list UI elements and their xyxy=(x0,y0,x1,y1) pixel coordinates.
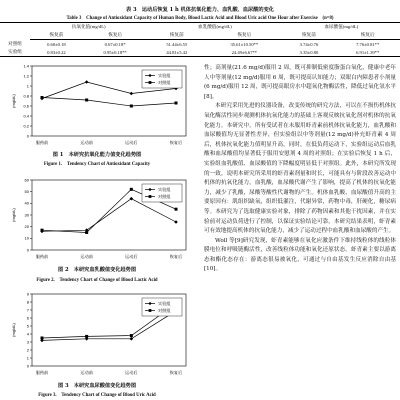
table-row xyxy=(0,48,400,57)
sub-header: 恢复后 xyxy=(206,31,282,40)
y-tick-label: 7 xyxy=(26,307,29,313)
sub-header: 恢复前 xyxy=(30,31,83,40)
y-tick-label: 8 xyxy=(26,299,29,305)
data-point xyxy=(85,99,88,102)
chart-antioxidant xyxy=(2,62,192,150)
table3 xyxy=(0,22,400,57)
x-tick-label: 运动后 xyxy=(125,254,138,259)
data-point xyxy=(41,229,44,232)
data-point xyxy=(130,334,133,337)
x-tick-label: 运动后 xyxy=(125,140,138,145)
x-tick-label: 恢复后 xyxy=(169,254,183,259)
data-point xyxy=(175,102,178,105)
y-tick-label: 3 xyxy=(26,339,29,345)
chart-uric-svg xyxy=(2,290,192,380)
data-point xyxy=(175,208,178,211)
y-axis-label: (mg/dL) xyxy=(11,94,16,108)
legend-label: 实验组 xyxy=(158,73,171,78)
y-axis-label: (mg/dL) xyxy=(11,208,16,222)
series-line-exp xyxy=(42,199,176,232)
y-tick-label: 0.4 xyxy=(23,113,29,119)
y-tick-label: 50 xyxy=(24,189,29,195)
legend-label: 对照组 xyxy=(158,80,171,85)
table-cell: 0.83±0.22 xyxy=(30,48,83,57)
figure3-caption-en: Figure 3. Tendency Chart of Change of Blood Uric Acid xyxy=(38,393,156,398)
x-tick-label: 运动前 xyxy=(80,254,93,259)
figure1-caption-cn: 图 1 本研究抗氧化能力值变化趋势图 xyxy=(52,152,142,158)
table-cell: 6.91±1.39** xyxy=(335,48,400,57)
table-cell: 51.44±6.55 xyxy=(166,41,188,47)
x-tick-label: 运动后 xyxy=(125,370,138,375)
legend-label: 实验组 xyxy=(158,301,171,306)
table-cell: 7.76±0.81** xyxy=(356,41,380,47)
x-tick-label: 服药前 xyxy=(35,254,49,259)
chart-lactic-svg xyxy=(2,176,192,264)
y-tick-label: 30 xyxy=(24,212,29,218)
x-tick-label: 服药前 xyxy=(35,370,49,375)
table-cell: 3.74±0.76 xyxy=(299,41,319,47)
y-tick-label: 0.2 xyxy=(23,123,29,129)
y-tick-label: 0.8 xyxy=(23,93,29,99)
data-point xyxy=(130,92,134,96)
x-tick-label: 恢复后 xyxy=(169,140,183,145)
y-tick-label: 6 xyxy=(26,315,29,321)
x-tick-label: 运动前 xyxy=(80,140,93,145)
data-point xyxy=(174,220,178,224)
y-tick-label: 0.6 xyxy=(23,103,29,109)
sub-header: 恢复前 xyxy=(283,31,336,40)
data-point xyxy=(41,337,44,340)
table-cell: 0.67±0.18* xyxy=(104,41,126,47)
data-point xyxy=(85,80,89,84)
data-point xyxy=(130,105,133,108)
series-line-ctrl xyxy=(42,98,176,107)
y-tick-label: 0 xyxy=(26,133,29,139)
table-cell: 0.60±0.18 xyxy=(47,41,66,47)
y-tick-label: 0 xyxy=(26,247,29,253)
row-group: 对照组 xyxy=(8,40,22,46)
y-tick-label: 1.4 xyxy=(23,63,29,69)
y-tick-label: 2 xyxy=(26,347,29,353)
table-cell: 44.81±5.42 xyxy=(147,48,206,57)
table-corner xyxy=(0,23,30,40)
legend-label: 对照组 xyxy=(158,194,171,199)
table-row xyxy=(0,40,400,49)
data-point xyxy=(85,231,88,234)
y-tick-label: 0 xyxy=(26,363,29,369)
y-tick-label: 4 xyxy=(26,331,29,337)
chart-lactic xyxy=(2,176,192,264)
y-axis-label: (mg/dL) xyxy=(11,323,16,337)
table-cell: 3.35±0.80 xyxy=(283,48,336,57)
figure1-caption-en: Figure 1. Tendency Chart of Antioxidant Capacity xyxy=(43,162,151,167)
table-cell: 0.95±0.18** xyxy=(83,48,148,57)
y-tick-label: 1 xyxy=(26,83,29,89)
y-tick-label: 9 xyxy=(26,291,29,297)
data-point xyxy=(85,335,88,338)
data-point xyxy=(130,188,133,191)
y-tick-label: 40 xyxy=(24,200,29,206)
x-tick-label: 恢复后 xyxy=(169,370,183,375)
figure2-caption-cn: 图 2 本研究血乳酸值变化趋势图 xyxy=(57,267,137,273)
sub-header: 恢复前 xyxy=(147,31,206,40)
y-tick-label: 1.2 xyxy=(23,73,29,79)
y-tick-label: 10 xyxy=(24,235,29,241)
table-title-cn: 表 3 运动后恢复 1 h 机体抗氧化能力、血乳酸、血尿酸的变化 xyxy=(126,7,274,13)
y-tick-label: 20 xyxy=(24,224,29,230)
y-tick-label: 5 xyxy=(26,323,29,329)
x-tick-label: 运动前 xyxy=(80,370,93,375)
col-group-uric: 血尿酸值(mg/dL) xyxy=(283,23,400,32)
x-tick-label: 服药前 xyxy=(35,140,49,145)
sub-header: 恢复后 xyxy=(335,31,400,40)
col-group-lactic: 血乳酸值(mg/dL) xyxy=(147,23,282,32)
col-group-antioxidant: 抗氧化值(mg/dL) xyxy=(30,23,147,32)
table-cell: 24.49±6.67** xyxy=(206,48,282,57)
chart-uric xyxy=(2,290,192,380)
data-point xyxy=(41,96,44,99)
figure3-caption-cn: 图 3 本研究血尿酸值变化趋势图 xyxy=(57,383,137,389)
y-tick-label: 60 xyxy=(24,177,29,183)
chart-antioxidant-svg xyxy=(2,62,192,150)
body-paragraph: 性；高剂量(21.6 mg/d)服用 2 周，既可抑制低密度脂蛋白氧化，健康中老年人中等剂量(12 mg/d)服用 6 周，既可提高认知能力；双眼白内障患者小剂量(6 mg/d)服用 12 周，既可提高眼房水中超氧化物酶活性，降低过氧化氢水平[8]。 xyxy=(204,65,396,100)
y-tick-label: 1 xyxy=(26,355,29,361)
legend-marker xyxy=(149,81,152,84)
body-paragraph: Woll 等[9]研究发现，虾青素能够在氧化应激条件下维持线粒体的线粒体膜电位和呼吸链酶活性，改善线粒体功能和氧化还原状态。虾青素主要以游离态和酯化态存在：游离态很易被氧化，可通过与自由基发生反应消除自由基[10]。 xyxy=(204,237,396,273)
body-column xyxy=(204,64,396,275)
data-point xyxy=(130,337,134,341)
legend-label: 实验组 xyxy=(158,187,171,192)
sub-header: 恢复后 xyxy=(83,31,148,40)
table-title-en: Table 3 Change of Antioxidant Capacity of Human Body, Blood Lactic Acid and Blood Uric acid One Hour after Exercise (n=8) xyxy=(66,16,334,21)
legend-marker xyxy=(149,309,152,312)
legend-label: 对照组 xyxy=(158,308,171,313)
figure2-caption-en: Figure 2. Tendency Chart of Change of Blood Lactic Acid xyxy=(36,278,158,283)
legend-marker xyxy=(149,195,152,198)
table-cell: 35.61±10.50** xyxy=(230,41,259,47)
row-group: 实验组 xyxy=(0,48,30,57)
body-paragraph: 本研究采用先进的仪器设备，改变传统的研究方法，可以在不损伤机体抗氧化酶活性同步观测机体抗氧化能力的基础上客观反映抗氧化剂对机体的抗氧化能力。本研究中，所有受试者在未服用虾青素前机体抗氧化能力，血乳酸和血尿酸值均无显著性差异，但实验组以中等剂量(12 mg/d)补充虾青素 4 周后，机体抗氧化能力值明显升高，同时，在低负荷运动下，实验组运动后血乳酸和血尿酸值均显著低于服用安慰剂 4 周的对照组；在实验后恢复 1 h 后，实验组血乳酸值、血尿酸值的下降幅度明显低于对照组。此外，本研究所发现的一致，说明本研究所采用的虾青素剂量和时长，可能具有与阶段改善运动中机体的抗氧化能力，血乳酸，血尿酸代谢产生了影响，提高了机体的抗氧化能力，减少了乳酸，尿酸等酸性代谢物的产生。机体血乳酸、血尿酸值升高的主要原因有：肌组织缺氧，组织低灌注，代谢异常，药物中毒，肝硬化，糖尿病等。本研究为了选取健康实验对象，排除了药物因素和其他干扰因素，并在实验前对运动负荷进行了控制，以保证实验结论可靠。本研究结果表明，虾青素可有效地提高机体的抗氧化能力，减少了运动过程中血乳酸和血尿酸的产生。 xyxy=(204,103,396,235)
